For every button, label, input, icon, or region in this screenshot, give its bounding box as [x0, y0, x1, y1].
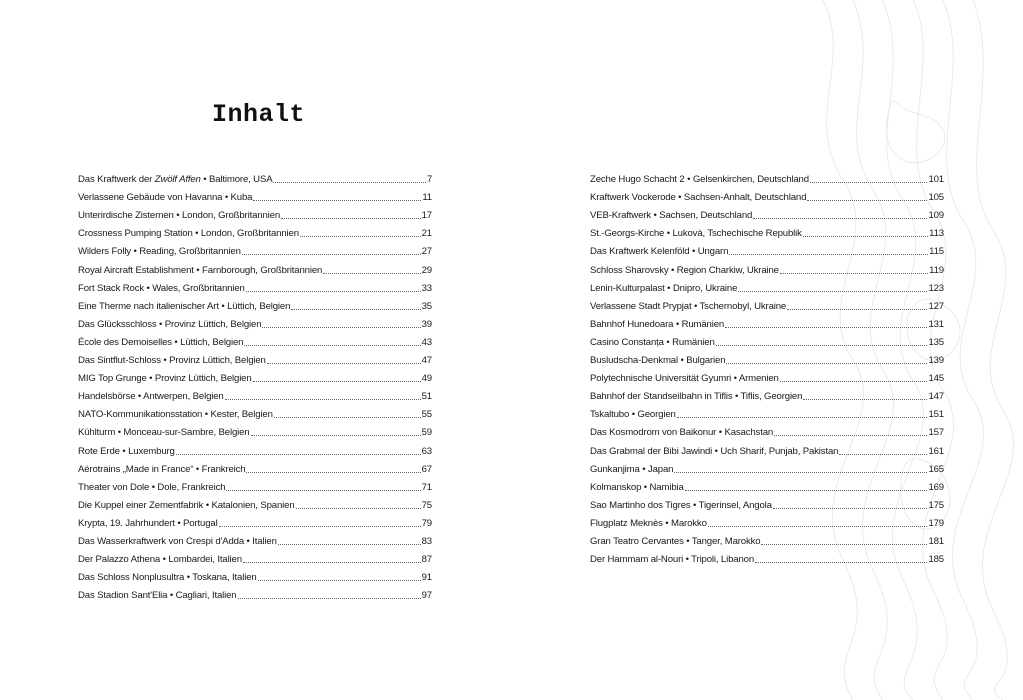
toc-entry-title: Das Glücksschloss • Provinz Lüttich, Belgien [78, 318, 262, 330]
toc-entry-page: 185 [928, 554, 944, 566]
toc-entry[interactable] [78, 584, 432, 602]
toc-entry-title: Aérotrains „Made in France“ • Frankreich [78, 463, 246, 475]
toc-entry-page: 35 [421, 300, 432, 312]
toc-entry[interactable] [590, 331, 944, 349]
dot-leader [677, 417, 928, 418]
toc-entry-page: 131 [928, 318, 944, 330]
toc-entry-title: Eine Therme nach italienischer Art • Lüttich, Belgien [78, 300, 291, 312]
toc-column-left [78, 168, 432, 602]
dot-leader [738, 291, 927, 292]
dot-leader [238, 598, 421, 599]
toc-entry-page: 139 [928, 355, 944, 367]
toc-entry[interactable] [590, 421, 944, 439]
toc-entry-page: 151 [928, 409, 944, 421]
dot-leader [296, 508, 421, 509]
toc-entry[interactable] [78, 258, 432, 276]
toc-entry-title: Crossness Pumping Station • London, Großbritannien [78, 228, 299, 240]
toc-entry[interactable] [590, 277, 944, 295]
dot-leader [281, 218, 421, 219]
toc-entry-page: 127 [928, 300, 944, 312]
dot-leader [787, 309, 927, 310]
toc-entry-page: 123 [928, 282, 944, 294]
toc-entry-page: 91 [421, 572, 432, 584]
toc-entry-title: Royal Aircraft Establishment • Farnborough, Großbritannien [78, 264, 323, 276]
toc-entry[interactable] [590, 494, 944, 512]
toc-entry-page: 17 [421, 210, 432, 222]
dot-leader [810, 182, 928, 183]
toc-entry-page: 147 [928, 391, 944, 403]
toc-entry-page: 101 [928, 174, 944, 186]
toc-entry[interactable] [590, 385, 944, 403]
dot-leader [761, 544, 927, 545]
toc-entry-title: Kolmanskop • Namibia [590, 481, 684, 493]
toc-entry[interactable] [78, 439, 432, 457]
toc-entry-title: Lenin-Kulturpalast • Dnipro, Ukraine [590, 282, 738, 294]
dot-leader [267, 363, 421, 364]
dot-leader [725, 327, 927, 328]
dot-leader [839, 454, 927, 455]
toc-entry-page: 79 [421, 517, 432, 529]
toc-entry[interactable] [78, 367, 432, 385]
toc-entry[interactable] [590, 530, 944, 548]
toc-entry[interactable] [78, 494, 432, 512]
toc-entry[interactable] [78, 313, 432, 331]
toc-entry-page: 21 [421, 228, 432, 240]
toc-entry[interactable] [78, 385, 432, 403]
toc-entry-page: 83 [421, 535, 432, 547]
dot-leader [726, 363, 927, 364]
dot-leader [262, 327, 420, 328]
toc-entry-title: St.-Georgs-Kirche • Lukovà, Tschechische Republik [590, 228, 802, 240]
toc-entry[interactable] [78, 421, 432, 439]
toc-entry-title: Gran Teatro Cervantes • Tanger, Marokko [590, 535, 761, 547]
toc-entry-title: Kühlturm • Monceau-sur-Sambre, Belgien [78, 427, 250, 439]
toc-entry[interactable] [78, 458, 432, 476]
dot-leader [773, 508, 928, 509]
toc-entry-page: 59 [421, 427, 432, 439]
toc-entry[interactable] [78, 331, 432, 349]
toc-entry-title: Verlassene Stadt Prypjat • Tschernobyl, Ukraine [590, 300, 787, 312]
toc-entry-title: Das Grabmal der Bibi Jawindi • Uch Sharif, Punjab, Pakistan [590, 445, 839, 457]
toc-entry[interactable] [590, 295, 944, 313]
dot-leader [685, 490, 928, 491]
toc-entry-title: Der Palazzo Athena • Lombardei, Italien [78, 554, 242, 566]
dot-leader [176, 454, 421, 455]
toc-entry-title: Polytechnische Universität Gyumri • Armenien [590, 373, 779, 385]
toc-entry-title: MIG Top Grunge • Provinz Lüttich, Belgien [78, 373, 252, 385]
toc-entry[interactable] [590, 313, 944, 331]
toc-entry-page: 63 [421, 445, 432, 457]
toc-entry-page: 179 [928, 517, 944, 529]
toc-entry-page: 71 [421, 481, 432, 493]
toc-entry[interactable] [590, 204, 944, 222]
toc-entry-title: Kraftwerk Vockerode • Sachsen-Anhalt, Deutschland [590, 192, 807, 204]
dot-leader [251, 435, 421, 436]
dot-leader [716, 345, 928, 346]
toc-entry-title: Tskaltubo • Georgien [590, 409, 676, 421]
toc-entry-page: 55 [421, 409, 432, 421]
toc-entry-page: 49 [421, 373, 432, 385]
dot-leader [708, 526, 928, 527]
toc-entry-page: 87 [421, 554, 432, 566]
toc-entry[interactable] [78, 222, 432, 240]
toc-entry-title: Verlassene Gebäude von Havanna • Kuba [78, 192, 253, 204]
toc-entry-page: 105 [928, 192, 944, 204]
toc-entry-title: VEB-Kraftwerk • Sachsen, Deutschland [590, 210, 753, 222]
toc-entry[interactable] [78, 186, 432, 204]
dot-leader [300, 236, 421, 237]
toc-entry-page: 11 [422, 192, 432, 204]
dot-leader [807, 200, 927, 201]
toc-entry-title: Rote Erde • Luxemburg [78, 445, 175, 457]
toc-entry-page: 75 [421, 499, 432, 511]
toc-entry-page: 39 [421, 318, 432, 330]
toc-entry-page: 135 [928, 336, 944, 348]
toc-entry-title: Das Stadion Sant'Elia • Cagliari, Italien [78, 590, 237, 602]
toc-entry-title: Bahnhof Hunedoara • Rumänien [590, 318, 725, 330]
dot-leader [246, 472, 420, 473]
dot-leader [258, 580, 421, 581]
toc-entry[interactable] [590, 439, 944, 457]
toc-entry-page: 175 [928, 499, 944, 511]
dot-leader [219, 526, 421, 527]
toc-entry-title: Schloss Sharovsky • Region Charkiw, Ukraine [590, 264, 779, 276]
toc-entry-page: 51 [421, 391, 432, 403]
toc-entry-title: Das Schloss Nonplusultra • Toskana, Italien [78, 572, 257, 584]
toc-entry-title: Das Sintflut-Schloss • Provinz Lüttich, Belgien [78, 355, 266, 367]
dot-leader [780, 273, 928, 274]
page-title: Inhalt [212, 100, 306, 129]
toc-entry-title: Die Kuppel einer Zementfabrik • Katalonien, Spanien [78, 499, 295, 511]
dot-leader [225, 399, 421, 400]
toc-entry[interactable] [78, 277, 432, 295]
toc-entry-page: 7 [426, 174, 432, 186]
toc-entry[interactable] [590, 512, 944, 530]
toc-entry-page: 113 [929, 228, 944, 240]
toc-entry-title: Handelsbörse • Antwerpen, Belgien [78, 391, 224, 403]
toc-entry[interactable] [590, 186, 944, 204]
toc-entry[interactable] [590, 222, 944, 240]
toc-entry-title: NATO-Kommunikationsstation • Kester, Belgien [78, 409, 273, 421]
dot-leader [323, 273, 420, 274]
toc-entry[interactable] [78, 566, 432, 584]
toc-entry-title: Unterirdische Zisternen • London, Großbritannien [78, 210, 280, 222]
dot-leader [729, 254, 928, 255]
toc-entry-title: Wilders Folly • Reading, Großbritannien [78, 246, 241, 258]
dot-leader [780, 381, 928, 382]
dot-leader [291, 309, 420, 310]
toc-entry-page: 145 [928, 373, 944, 385]
toc-entry[interactable] [78, 530, 432, 548]
toc-entry-page: 169 [928, 481, 944, 493]
toc-entry-page: 33 [421, 282, 432, 294]
toc-entry-title: Krypta, 19. Jahrhundert • Portugal [78, 517, 218, 529]
toc-entry-page: 115 [929, 246, 944, 258]
toc-entry[interactable] [590, 168, 944, 186]
dot-leader [774, 435, 927, 436]
toc-entry-title: Gunkanjima • Japan [590, 463, 674, 475]
toc-entry-page: 181 [928, 535, 944, 547]
dot-leader [244, 345, 420, 346]
dot-leader [755, 562, 927, 563]
toc-entry-title: Sao Martinho dos Tigres • Tigerinsel, Angola [590, 499, 772, 511]
toc-entry-title: Busludscha-Denkmal • Bulgarien [590, 355, 726, 367]
toc-entry[interactable] [590, 458, 944, 476]
toc-entry-title: Das Kosmodrom von Baikonur • Kasachstan [590, 427, 774, 439]
dot-leader [274, 417, 421, 418]
toc-entry[interactable] [590, 349, 944, 367]
toc-entry-page: 165 [928, 463, 944, 475]
toc-entry-page: 29 [421, 264, 432, 276]
dot-leader [226, 490, 420, 491]
toc-entry-title: Flugplatz Meknès • Marokko [590, 517, 707, 529]
toc-entry-title: École des Demoiselles • Lüttich, Belgien [78, 336, 244, 348]
dot-leader [273, 182, 425, 183]
toc-entry-title: Der Hammam al-Nouri • Tripoli, Libanon [590, 554, 755, 566]
dot-leader [674, 472, 927, 473]
toc-entry[interactable] [590, 403, 944, 421]
toc-entry-title: Zeche Hugo Schacht 2 • Gelsenkirchen, Deutschland [590, 174, 809, 186]
toc-entry[interactable] [78, 240, 432, 258]
toc-entry-title: Das Kraftwerk Kelenföld • Ungarn [590, 246, 729, 258]
toc-column-right [590, 168, 944, 566]
dot-leader [253, 200, 421, 201]
toc-entry[interactable] [78, 403, 432, 421]
toc-entry-title: Theater von Dole • Dole, Frankreich [78, 481, 226, 493]
toc-entry-page: 27 [421, 246, 432, 258]
toc-entry[interactable] [78, 204, 432, 222]
toc-entry-title: Casino Constanța • Rumänien [590, 336, 715, 348]
dot-leader [246, 291, 421, 292]
toc-entry-page: 157 [928, 427, 944, 439]
dot-leader [242, 254, 421, 255]
dot-leader [803, 399, 927, 400]
toc-entry-page: 109 [928, 210, 944, 222]
toc-entry-page: 67 [421, 463, 432, 475]
dot-leader [803, 236, 928, 237]
toc-entry-page: 161 [928, 445, 944, 457]
dot-leader [243, 562, 421, 563]
dot-leader [278, 544, 421, 545]
toc-entry[interactable] [590, 367, 944, 385]
toc-entry[interactable] [590, 258, 944, 276]
toc-entry-page: 97 [421, 590, 432, 602]
toc-entry[interactable] [78, 476, 432, 494]
toc-entry[interactable] [590, 240, 944, 258]
toc-entry-title: Das Wasserkraftwerk von Crespi d'Adda • Italien [78, 535, 277, 547]
toc-entry[interactable] [78, 349, 432, 367]
toc-entry-title: Bahnhof der Standseilbahn in Tiflis • Tiflis, Georgien [590, 391, 803, 403]
toc-entry[interactable] [78, 295, 432, 313]
toc-entry[interactable] [590, 476, 944, 494]
toc-entry[interactable] [78, 168, 432, 186]
toc-entry-title: Das Kraftwerk der Zwölf Affen • Baltimore, USA [78, 174, 273, 186]
toc-entry-page: 43 [421, 336, 432, 348]
toc-entry[interactable] [78, 548, 432, 566]
toc-entry[interactable] [78, 512, 432, 530]
toc-entry[interactable] [590, 548, 944, 566]
toc-entry-title: Fort Stack Rock • Wales, Großbritannien [78, 282, 245, 294]
toc-entry-page: 47 [421, 355, 432, 367]
toc-entry-page: 119 [929, 264, 944, 276]
dot-leader [753, 218, 927, 219]
dot-leader [253, 381, 421, 382]
